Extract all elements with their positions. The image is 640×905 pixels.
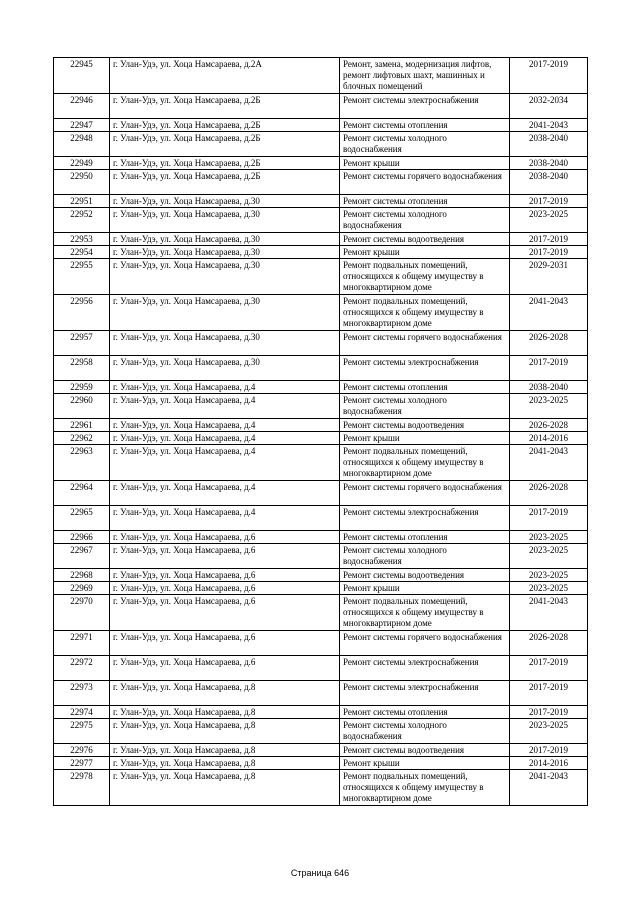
table-row: [54, 195, 588, 208]
row-id: 22946: [54, 94, 110, 119]
repair-schedule-table: [53, 57, 588, 806]
row-id: 22945: [54, 58, 110, 94]
row-years: 2026-2028: [510, 481, 588, 506]
row-address: г. Улан-Удэ, ул. Хоца Намсараева, д.2Б: [110, 170, 340, 195]
row-address: г. Улан-Удэ, ул. Хоца Намсараева, д.30: [110, 331, 340, 356]
table-row: [54, 356, 588, 381]
row-work-type: Ремонт системы водоотведения: [340, 569, 510, 582]
row-work-type: Ремонт системы отопления: [340, 195, 510, 208]
row-address: г. Улан-Удэ, ул. Хоца Намсараева, д.6: [110, 631, 340, 656]
row-work-type: Ремонт крыши: [340, 757, 510, 770]
row-work-type: Ремонт системы электроснабжения: [340, 681, 510, 706]
row-address: г. Улан-Удэ, ул. Хоца Намсараева, д.4: [110, 432, 340, 445]
row-id: 22948: [54, 132, 110, 157]
row-work-type: Ремонт системы холодного водоснабжения: [340, 132, 510, 157]
table-row: [54, 445, 588, 481]
row-address: г. Улан-Удэ, ул. Хоца Намсараева, д.30: [110, 295, 340, 331]
row-years: 2026-2028: [510, 631, 588, 656]
row-id: 22960: [54, 394, 110, 419]
row-years: 2023-2025: [510, 394, 588, 419]
row-id: 22967: [54, 544, 110, 569]
table-row: [54, 631, 588, 656]
row-address: г. Улан-Удэ, ул. Хоца Намсараева, д.30: [110, 233, 340, 246]
row-work-type: Ремонт системы водоотведения: [340, 233, 510, 246]
table-row: [54, 770, 588, 806]
row-years: 2023-2025: [510, 719, 588, 744]
row-id: 22966: [54, 531, 110, 544]
row-address: г. Улан-Удэ, ул. Хоца Намсараева, д.8: [110, 719, 340, 744]
row-work-type: Ремонт крыши: [340, 157, 510, 170]
row-years: 2017-2019: [510, 744, 588, 757]
row-address: г. Улан-Удэ, ул. Хоца Намсараева, д.8: [110, 757, 340, 770]
table-row: [54, 744, 588, 757]
row-years: 2017-2019: [510, 58, 588, 94]
row-years: 2017-2019: [510, 506, 588, 531]
row-years: 2017-2019: [510, 195, 588, 208]
row-years: 2017-2019: [510, 656, 588, 681]
row-id: 22947: [54, 119, 110, 132]
row-years: 2029-2031: [510, 259, 588, 295]
row-years: 2017-2019: [510, 681, 588, 706]
table-row: [54, 757, 588, 770]
row-years: 2017-2019: [510, 233, 588, 246]
table-row: [54, 569, 588, 582]
row-id: 22972: [54, 656, 110, 681]
row-years: 2038-2040: [510, 170, 588, 195]
row-id: 22951: [54, 195, 110, 208]
table-row: [54, 170, 588, 195]
row-id: 22970: [54, 595, 110, 631]
row-work-type: Ремонт системы водоотведения: [340, 419, 510, 432]
table-row: [54, 481, 588, 506]
table-row: [54, 419, 588, 432]
row-id: 22953: [54, 233, 110, 246]
table-body: [54, 58, 588, 806]
row-work-type: Ремонт системы электроснабжения: [340, 94, 510, 119]
row-work-type: Ремонт системы отопления: [340, 119, 510, 132]
row-years: 2026-2028: [510, 331, 588, 356]
table-row: [54, 157, 588, 170]
row-id: 22971: [54, 631, 110, 656]
row-work-type: Ремонт системы холодного водоснабжения: [340, 394, 510, 419]
row-id: 22975: [54, 719, 110, 744]
row-work-type: Ремонт системы электроснабжения: [340, 656, 510, 681]
table-row: [54, 58, 588, 94]
row-address: г. Улан-Удэ, ул. Хоца Намсараева, д.8: [110, 744, 340, 757]
table-row: [54, 233, 588, 246]
row-address: г. Улан-Удэ, ул. Хоца Намсараева, д.8: [110, 681, 340, 706]
row-address: г. Улан-Удэ, ул. Хоца Намсараева, д.30: [110, 208, 340, 233]
row-work-type: Ремонт системы холодного водоснабжения: [340, 719, 510, 744]
table-row: [54, 208, 588, 233]
table-row: [54, 656, 588, 681]
row-work-type: Ремонт системы отопления: [340, 531, 510, 544]
row-years: 2023-2025: [510, 208, 588, 233]
table-row: [54, 259, 588, 295]
row-work-type: Ремонт крыши: [340, 246, 510, 259]
table-row: [54, 94, 588, 119]
row-id: 22955: [54, 259, 110, 295]
row-address: г. Улан-Удэ, ул. Хоца Намсараева, д.2Б: [110, 94, 340, 119]
row-years: 2023-2025: [510, 582, 588, 595]
row-work-type: Ремонт подвальных помещений, относящихся к общему имуществу в многоквартирном доме: [340, 770, 510, 806]
table-row: [54, 544, 588, 569]
row-id: 22954: [54, 246, 110, 259]
table-row: [54, 595, 588, 631]
row-work-type: Ремонт подвальных помещений, относящихся к общему имуществу в многоквартирном доме: [340, 259, 510, 295]
row-id: 22977: [54, 757, 110, 770]
row-address: г. Улан-Удэ, ул. Хоца Намсараева, д.2Б: [110, 157, 340, 170]
row-years: 2032-2034: [510, 94, 588, 119]
row-id: 22958: [54, 356, 110, 381]
row-id: 22974: [54, 706, 110, 719]
row-id: 22969: [54, 582, 110, 595]
table-row: [54, 246, 588, 259]
row-id: 22973: [54, 681, 110, 706]
table-row: [54, 119, 588, 132]
row-years: 2041-2043: [510, 445, 588, 481]
row-work-type: Ремонт системы электроснабжения: [340, 356, 510, 381]
row-work-type: Ремонт системы холодного водоснабжения: [340, 544, 510, 569]
row-address: г. Улан-Удэ, ул. Хоца Намсараева, д.30: [110, 356, 340, 381]
row-id: 22950: [54, 170, 110, 195]
row-id: 22952: [54, 208, 110, 233]
row-address: г. Улан-Удэ, ул. Хоца Намсараева, д.30: [110, 259, 340, 295]
row-years: 2041-2043: [510, 295, 588, 331]
row-address: г. Улан-Удэ, ул. Хоца Намсараева, д.6: [110, 544, 340, 569]
table-row: [54, 531, 588, 544]
row-address: г. Улан-Удэ, ул. Хоца Намсараева, д.6: [110, 595, 340, 631]
row-address: г. Улан-Удэ, ул. Хоца Намсараева, д.8: [110, 770, 340, 806]
row-address: г. Улан-Удэ, ул. Хоца Намсараева, д.4: [110, 381, 340, 394]
row-address: г. Улан-Удэ, ул. Хоца Намсараева, д.4: [110, 481, 340, 506]
table-row: [54, 582, 588, 595]
table-row: [54, 331, 588, 356]
row-years: 2017-2019: [510, 246, 588, 259]
row-work-type: Ремонт системы водоотведения: [340, 744, 510, 757]
row-years: 2014-2016: [510, 757, 588, 770]
table-row: [54, 381, 588, 394]
row-work-type: Ремонт системы горячего водоснабжения: [340, 170, 510, 195]
table-row: [54, 719, 588, 744]
table-row: [54, 132, 588, 157]
row-work-type: Ремонт системы холодного водоснабжения: [340, 208, 510, 233]
page-number: Страница 646: [290, 868, 350, 878]
row-id: 22949: [54, 157, 110, 170]
row-years: 2038-2040: [510, 132, 588, 157]
row-years: 2023-2025: [510, 531, 588, 544]
row-address: г. Улан-Удэ, ул. Хоца Намсараева, д.30: [110, 195, 340, 208]
row-years: 2017-2019: [510, 356, 588, 381]
row-address: г. Улан-Удэ, ул. Хоца Намсараева, д.6: [110, 656, 340, 681]
row-years: 2014-2016: [510, 432, 588, 445]
row-address: г. Улан-Удэ, ул. Хоца Намсараева, д.4: [110, 445, 340, 481]
row-id: 22963: [54, 445, 110, 481]
row-address: г. Улан-Удэ, ул. Хоца Намсараева, д.2А: [110, 58, 340, 94]
row-address: г. Улан-Удэ, ул. Хоца Намсараева, д.30: [110, 246, 340, 259]
row-address: г. Улан-Удэ, ул. Хоца Намсараева, д.4: [110, 506, 340, 531]
row-years: 2023-2025: [510, 569, 588, 582]
row-work-type: Ремонт крыши: [340, 432, 510, 445]
row-years: 2041-2043: [510, 119, 588, 132]
row-work-type: Ремонт подвальных помещений, относящихся к общему имуществу в многоквартирном доме: [340, 445, 510, 481]
row-address: г. Улан-Удэ, ул. Хоца Намсараева, д.6: [110, 582, 340, 595]
row-id: 22956: [54, 295, 110, 331]
table-row: [54, 432, 588, 445]
row-work-type: Ремонт системы отопления: [340, 706, 510, 719]
row-id: 22962: [54, 432, 110, 445]
table-row: [54, 506, 588, 531]
row-id: 22957: [54, 331, 110, 356]
row-address: г. Улан-Удэ, ул. Хоца Намсараева, д.6: [110, 531, 340, 544]
row-years: 2041-2043: [510, 595, 588, 631]
row-address: г. Улан-Удэ, ул. Хоца Намсараева, д.2Б: [110, 132, 340, 157]
row-id: 22968: [54, 569, 110, 582]
row-years: 2038-2040: [510, 381, 588, 394]
table-row: [54, 295, 588, 331]
row-work-type: Ремонт крыши: [340, 582, 510, 595]
row-work-type: Ремонт системы отопления: [340, 381, 510, 394]
row-id: 22978: [54, 770, 110, 806]
row-work-type: Ремонт системы горячего водоснабжения: [340, 481, 510, 506]
row-address: г. Улан-Удэ, ул. Хоца Намсараева, д.4: [110, 394, 340, 419]
row-address: г. Улан-Удэ, ул. Хоца Намсараева, д.2Б: [110, 119, 340, 132]
row-years: 2026-2028: [510, 419, 588, 432]
row-address: г. Улан-Удэ, ул. Хоца Намсараева, д.4: [110, 419, 340, 432]
row-work-type: Ремонт, замена, модернизация лифтов, ремонт лифтовых шахт, машинных и блочных помещений: [340, 58, 510, 94]
row-work-type: Ремонт подвальных помещений, относящихся к общему имуществу в многоквартирном доме: [340, 595, 510, 631]
row-years: 2041-2043: [510, 770, 588, 806]
row-id: 22965: [54, 506, 110, 531]
row-id: 22959: [54, 381, 110, 394]
row-years: 2017-2019: [510, 706, 588, 719]
row-id: 22964: [54, 481, 110, 506]
table-row: [54, 706, 588, 719]
row-id: 22976: [54, 744, 110, 757]
row-address: г. Улан-Удэ, ул. Хоца Намсараева, д.8: [110, 706, 340, 719]
row-work-type: Ремонт системы электроснабжения: [340, 506, 510, 531]
row-work-type: Ремонт системы горячего водоснабжения: [340, 631, 510, 656]
row-years: 2038-2040: [510, 157, 588, 170]
row-address: г. Улан-Удэ, ул. Хоца Намсараева, д.6: [110, 569, 340, 582]
row-id: 22961: [54, 419, 110, 432]
row-work-type: Ремонт подвальных помещений, относящихся к общему имуществу в многоквартирном доме: [340, 295, 510, 331]
row-work-type: Ремонт системы горячего водоснабжения: [340, 331, 510, 356]
row-years: 2023-2025: [510, 544, 588, 569]
table-row: [54, 394, 588, 419]
table-row: [54, 681, 588, 706]
